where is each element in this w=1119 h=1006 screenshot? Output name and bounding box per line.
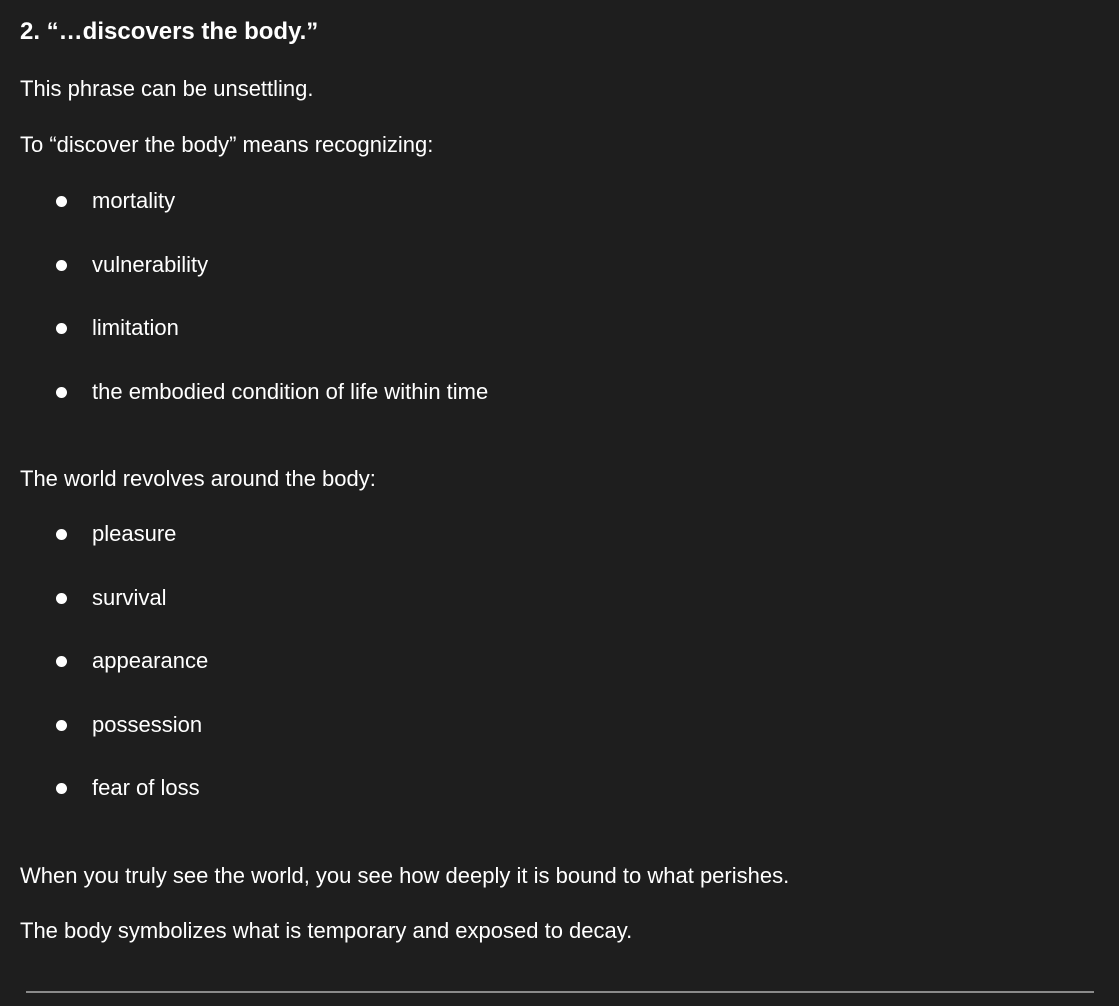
list-item-text: the embodied condition of life within time <box>92 378 489 404</box>
bullet-icon <box>56 529 67 540</box>
list-item-text: vulnerability <box>92 251 209 277</box>
list-item <box>20 187 488 251</box>
lead-paragraph-world: The world revolves around the body: <box>20 466 376 491</box>
list-item <box>20 314 488 378</box>
bullet-icon <box>56 593 67 604</box>
lead-paragraph-recognizing: To “discover the body” means recognizing: <box>20 132 434 157</box>
list-item-text: fear of loss <box>92 775 200 800</box>
list-item-text: appearance <box>92 648 209 673</box>
intro-paragraph: This phrase can be unsettling. <box>20 76 314 101</box>
closing-paragraph-body: The body symbolizes what is temporary and exposed to decay. <box>20 918 633 943</box>
world-list <box>20 520 208 838</box>
list-item <box>20 711 208 775</box>
bullet-icon <box>56 260 67 271</box>
closing-paragraph-world: When you truly see the world, you see how deeply it is bound to what perishes. <box>20 863 790 888</box>
list-item-text: limitation <box>92 315 179 340</box>
list-item <box>20 774 208 838</box>
list-item-text: survival <box>92 584 167 610</box>
bullet-icon <box>56 387 67 398</box>
bullet-icon <box>56 323 67 334</box>
list-item-text: pleasure <box>92 521 177 546</box>
list-item <box>20 378 488 442</box>
section-divider <box>26 991 1094 993</box>
list-item-text: possession <box>92 711 203 737</box>
recognizing-list <box>20 187 488 441</box>
bullet-icon <box>56 196 67 207</box>
list-item <box>20 251 488 315</box>
list-item <box>20 520 208 584</box>
bullet-icon <box>56 783 67 794</box>
list-item <box>20 584 208 648</box>
list-item-text: mortality <box>92 188 176 213</box>
bullet-icon <box>56 720 67 731</box>
list-item <box>20 647 208 711</box>
bullet-icon <box>56 656 67 667</box>
section-heading: 2. “…discovers the body.” <box>20 18 319 45</box>
